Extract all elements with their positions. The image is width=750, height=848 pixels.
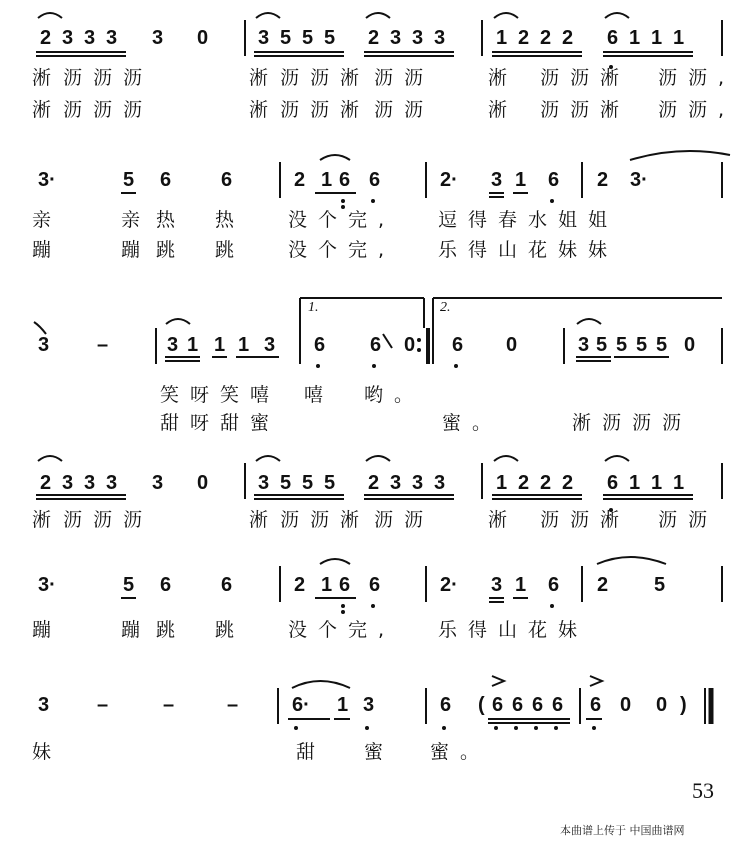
lyric-text: 乐得山花妹妹 — [438, 239, 619, 261]
lyric-text: 亲 — [121, 209, 152, 231]
note: 2 — [597, 169, 609, 191]
note: ( — [478, 694, 485, 716]
note: 1 — [673, 27, 685, 49]
lyric-text: 亲 — [32, 209, 63, 231]
lyric-text: 淅 — [32, 67, 63, 89]
lyric-text: 淅 — [488, 99, 519, 121]
lyric-text: 妹 — [32, 741, 63, 763]
note: 1 — [629, 472, 641, 494]
note: 1 — [214, 334, 226, 356]
note: 1 — [629, 27, 641, 49]
note: 1 — [515, 574, 527, 596]
note: 6 — [369, 169, 381, 191]
lyric-text: 沥沥淅 — [280, 509, 371, 531]
note: 3 — [390, 472, 402, 494]
note: 2 — [368, 27, 380, 49]
note: 2 — [518, 27, 530, 49]
note: ) — [680, 694, 687, 716]
note: 3 — [491, 169, 503, 191]
note: 0 — [404, 334, 416, 356]
lyric-text: 沥沥 — [374, 509, 435, 531]
lyric-text: 沥沥淅 — [540, 99, 631, 121]
note: 3 — [434, 472, 446, 494]
page-number: 53 — [692, 778, 714, 803]
note: 3 — [363, 694, 375, 716]
note: 0 — [656, 694, 668, 716]
note: 2 — [597, 574, 609, 596]
note: 3· — [630, 169, 648, 191]
lyric-text: 淅 — [249, 509, 280, 531]
note: 2 — [540, 27, 552, 49]
lyric-text: 蹦 — [32, 239, 63, 261]
note: 6 — [370, 334, 382, 356]
lyric-text: 淅 — [249, 67, 280, 89]
lyric-text: 跳 — [156, 619, 187, 641]
note: 3 — [491, 574, 503, 596]
note: 6 — [221, 169, 233, 191]
lyric-text: 蹦 — [32, 619, 63, 641]
note: 6 — [532, 694, 544, 716]
lyric-text: 跳 — [215, 619, 246, 641]
note: 3 — [38, 694, 50, 716]
note: 6 — [339, 574, 351, 596]
note: 3 — [434, 27, 446, 49]
lyric-text: 沥沥 — [658, 509, 719, 531]
lyric-text: 跳 — [215, 239, 246, 261]
note: 3 — [152, 472, 164, 494]
note: 1 — [321, 169, 333, 191]
note: 1 — [321, 574, 333, 596]
note: – — [163, 694, 175, 716]
lyric-text: 哟。 — [364, 384, 425, 406]
note: 6 — [369, 574, 381, 596]
note: 2· — [440, 169, 458, 191]
note: 2 — [294, 574, 306, 596]
note: 3 — [62, 472, 74, 494]
note: 5 — [596, 334, 608, 356]
note: 3· — [38, 169, 56, 191]
lyric-text: 蜜 — [364, 741, 395, 763]
note: 5 — [302, 472, 314, 494]
note: 6 — [339, 169, 351, 191]
note: 3 — [167, 334, 179, 356]
note: 1 — [515, 169, 527, 191]
note: 3 — [106, 27, 118, 49]
note: 3 — [84, 472, 96, 494]
note: 5 — [123, 574, 135, 596]
lyric-text: 蹦 — [121, 239, 152, 261]
watermark-text: 本曲谱上传于 中国曲谱网 — [560, 824, 685, 837]
lyric-text: 沥沥沥 — [63, 67, 154, 89]
lyric-text: 沥沥淅 — [280, 99, 371, 121]
note: 0 — [197, 27, 209, 49]
note: 2 — [562, 27, 574, 49]
note: 5 — [654, 574, 666, 596]
note: 3 — [390, 27, 402, 49]
note: 5 — [280, 472, 292, 494]
note: 2 — [294, 169, 306, 191]
lyric-text: 甜呀甜蜜 — [160, 412, 281, 434]
note: 5 — [302, 27, 314, 49]
note: 2 — [368, 472, 380, 494]
note: 1 — [496, 472, 508, 494]
note: 3 — [38, 334, 50, 356]
lyric-text: 沥沥沥 — [63, 99, 154, 121]
note: – — [227, 694, 239, 716]
note: 0 — [684, 334, 696, 356]
volta-label-1: 1. — [308, 300, 319, 315]
note: 0 — [197, 472, 209, 494]
note: 6 — [452, 334, 464, 356]
note: 6 — [512, 694, 524, 716]
note: 6 — [160, 169, 172, 191]
lyric-text: 没个完, — [288, 239, 396, 261]
lyric-text: 逗得春水姐姐 — [438, 209, 619, 231]
note: 0 — [506, 334, 518, 356]
lyric-text: 跳 — [156, 239, 187, 261]
note: 3· — [38, 574, 56, 596]
lyric-text: 没个完, — [288, 209, 396, 231]
lyric-text: 沥沥淅 — [540, 509, 631, 531]
note: 3 — [264, 334, 276, 356]
note: 2 — [40, 27, 52, 49]
lyric-text: 淅 — [488, 509, 519, 531]
note: 6 — [607, 472, 619, 494]
lyric-text: 淅 — [249, 99, 280, 121]
note: 5 — [636, 334, 648, 356]
lyric-text: 沥沥, — [658, 99, 736, 121]
lyric-text: 沥沥淅 — [540, 67, 631, 89]
lyric-text: 沥沥淅 — [280, 67, 371, 89]
note: – — [97, 334, 109, 356]
lyric-text: 热 — [215, 209, 246, 231]
note: 3 — [106, 472, 118, 494]
note: 3 — [258, 472, 270, 494]
note: 6 — [440, 694, 452, 716]
note: 1 — [238, 334, 250, 356]
note: 6 — [548, 169, 560, 191]
lyric-text: 蹦 — [121, 619, 152, 641]
note: 3 — [62, 27, 74, 49]
lyric-text: 淅 — [32, 99, 63, 121]
note: 3 — [258, 27, 270, 49]
lyric-text: 笑呀笑嘻 — [160, 384, 281, 406]
note: 1 — [673, 472, 685, 494]
volta-label-2: 2. — [440, 300, 451, 315]
note: 1 — [496, 27, 508, 49]
note: 6 — [221, 574, 233, 596]
note: 5 — [324, 472, 336, 494]
note: 1 — [187, 334, 199, 356]
note: 6 — [160, 574, 172, 596]
note: 3 — [152, 27, 164, 49]
note: 2 — [518, 472, 530, 494]
lyric-text: 沥沥沥 — [63, 509, 154, 531]
note: 6 — [552, 694, 564, 716]
note: 1 — [651, 27, 663, 49]
note: 2 — [540, 472, 552, 494]
lyric-text: 甜 — [296, 741, 327, 763]
lyric-text: 热 — [156, 209, 187, 231]
note: 0 — [620, 694, 632, 716]
lyric-text: 嘻 — [304, 384, 335, 406]
lyric-text: 沥沥 — [374, 99, 435, 121]
note: 5 — [656, 334, 668, 356]
note: – — [97, 694, 109, 716]
lyric-text: 蜜。 — [442, 412, 503, 434]
note: 6· — [292, 694, 310, 716]
lyric-text: 淅 — [32, 509, 63, 531]
lyric-text: 蜜。 — [430, 741, 491, 763]
note: 6 — [548, 574, 560, 596]
note: 1 — [337, 694, 349, 716]
lyric-text: 淅 — [488, 67, 519, 89]
lyric-text: 沥沥, — [658, 67, 736, 89]
note: 5 — [324, 27, 336, 49]
note: 1 — [651, 472, 663, 494]
lyric-text: 没个完, — [288, 619, 396, 641]
lyric-text: 沥沥 — [374, 67, 435, 89]
note: 6 — [314, 334, 326, 356]
note: 6 — [607, 27, 619, 49]
note: 6 — [590, 694, 602, 716]
note: 5 — [616, 334, 628, 356]
note: 6 — [492, 694, 504, 716]
note: 2· — [440, 574, 458, 596]
note: 3 — [412, 472, 424, 494]
lyric-text: 乐得山花妹 — [438, 619, 589, 641]
note: 3 — [412, 27, 424, 49]
note: 2 — [562, 472, 574, 494]
note: 5 — [280, 27, 292, 49]
note: 5 — [123, 169, 135, 191]
note: 2 — [40, 472, 52, 494]
lyric-text: 淅沥沥沥 — [572, 412, 693, 434]
watermark — [560, 822, 685, 838]
note: 3 — [84, 27, 96, 49]
note: 3 — [578, 334, 590, 356]
